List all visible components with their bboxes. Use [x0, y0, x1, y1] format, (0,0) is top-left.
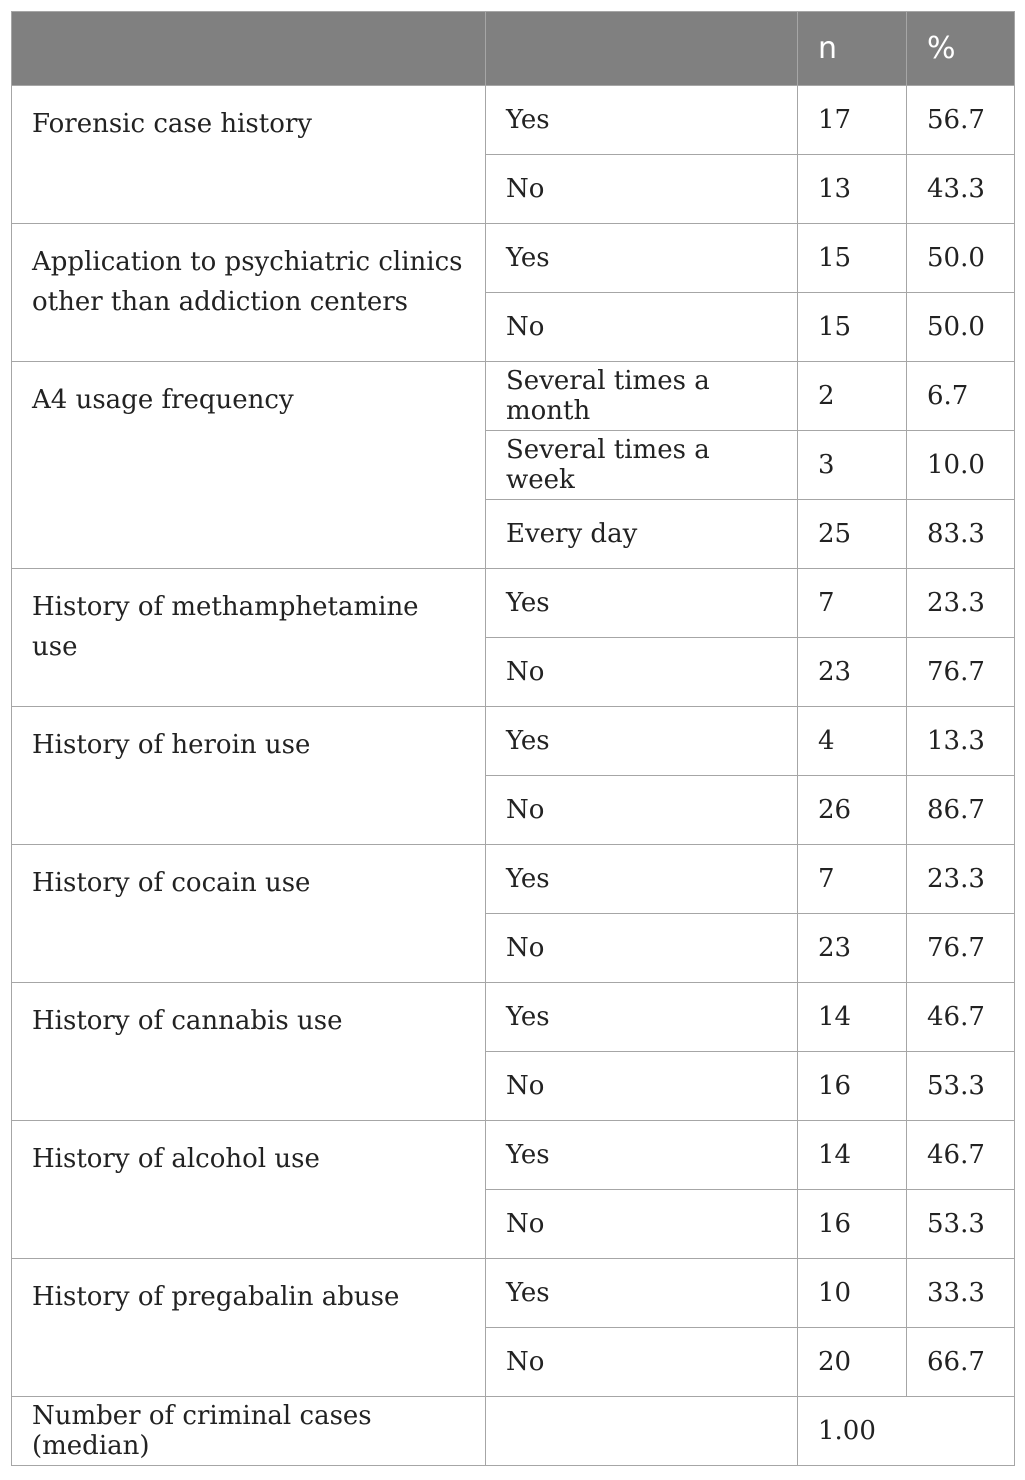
- n-cell: 14: [798, 983, 907, 1052]
- option-cell: No: [486, 914, 798, 983]
- header-cell-n: n: [798, 12, 907, 86]
- table-header: [12, 12, 1015, 86]
- n-cell: 16: [798, 1052, 907, 1121]
- option-cell: Several times a month: [486, 362, 798, 431]
- median-value-cell: 1.00: [798, 1397, 1015, 1466]
- option-cell: Yes: [486, 1259, 798, 1328]
- percent-cell: 50.0: [907, 293, 1015, 362]
- n-cell: 23: [798, 638, 907, 707]
- table-row: [12, 569, 1015, 638]
- table-body: [12, 86, 1015, 1466]
- percent-cell: 10.0: [907, 431, 1015, 500]
- percent-cell: 43.3: [907, 155, 1015, 224]
- option-cell: Yes: [486, 845, 798, 914]
- percent-cell: 86.7: [907, 776, 1015, 845]
- percent-cell: 56.7: [907, 86, 1015, 155]
- percent-cell: 23.3: [907, 845, 1015, 914]
- option-cell: Every day: [486, 500, 798, 569]
- table-row: [12, 845, 1015, 914]
- option-cell: No: [486, 638, 798, 707]
- option-cell: Yes: [486, 983, 798, 1052]
- n-cell: 20: [798, 1328, 907, 1397]
- percent-cell: 6.7: [907, 362, 1015, 431]
- header-cell-percent: %: [907, 12, 1015, 86]
- table-row: [12, 86, 1015, 155]
- table-row: [12, 983, 1015, 1052]
- percent-cell: 76.7: [907, 914, 1015, 983]
- percent-cell: 46.7: [907, 1121, 1015, 1190]
- n-cell: 13: [798, 155, 907, 224]
- table-container: [11, 11, 1015, 1466]
- category-cell: History of methamphetamine use: [12, 569, 486, 707]
- option-cell: Yes: [486, 86, 798, 155]
- table-row: [12, 362, 1015, 431]
- n-cell: 25: [798, 500, 907, 569]
- percent-cell: 66.7: [907, 1328, 1015, 1397]
- option-cell: Several times a week: [486, 431, 798, 500]
- option-cell: Yes: [486, 224, 798, 293]
- n-cell: 14: [798, 1121, 907, 1190]
- option-cell: No: [486, 776, 798, 845]
- n-cell: 2: [798, 362, 907, 431]
- percent-cell: 83.3: [907, 500, 1015, 569]
- percent-cell: 23.3: [907, 569, 1015, 638]
- median-empty-cell: [486, 1397, 798, 1466]
- option-cell: No: [486, 155, 798, 224]
- table-row: [12, 1121, 1015, 1190]
- n-cell: 16: [798, 1190, 907, 1259]
- percent-cell: 53.3: [907, 1190, 1015, 1259]
- option-cell: Yes: [486, 569, 798, 638]
- n-cell: 17: [798, 86, 907, 155]
- n-cell: 3: [798, 431, 907, 500]
- option-cell: No: [486, 1190, 798, 1259]
- header-row: [12, 12, 1015, 86]
- option-cell: Yes: [486, 707, 798, 776]
- n-cell: 15: [798, 224, 907, 293]
- category-cell: A4 usage frequency: [12, 362, 486, 569]
- n-cell: 7: [798, 845, 907, 914]
- data-table: [11, 11, 1015, 1466]
- percent-cell: 33.3: [907, 1259, 1015, 1328]
- table-row: [12, 1259, 1015, 1328]
- n-cell: 7: [798, 569, 907, 638]
- header-cell-option: [486, 12, 798, 86]
- percent-cell: 76.7: [907, 638, 1015, 707]
- n-cell: 4: [798, 707, 907, 776]
- n-cell: 23: [798, 914, 907, 983]
- table-row: [12, 224, 1015, 293]
- n-cell: 26: [798, 776, 907, 845]
- median-row: [12, 1397, 1015, 1466]
- n-cell: 15: [798, 293, 907, 362]
- option-cell: No: [486, 1328, 798, 1397]
- category-cell: History of heroin use: [12, 707, 486, 845]
- percent-cell: 50.0: [907, 224, 1015, 293]
- percent-cell: 13.3: [907, 707, 1015, 776]
- category-cell: History of cocain use: [12, 845, 486, 983]
- n-cell: 10: [798, 1259, 907, 1328]
- header-cell-category: [12, 12, 486, 86]
- median-label-cell: Number of criminal cases (median): [12, 1397, 486, 1466]
- percent-cell: 53.3: [907, 1052, 1015, 1121]
- category-cell: Application to psychiatric clinics other than addiction centers: [12, 224, 486, 362]
- table-row: [12, 707, 1015, 776]
- category-cell: Forensic case history: [12, 86, 486, 224]
- option-cell: Yes: [486, 1121, 798, 1190]
- percent-cell: 46.7: [907, 983, 1015, 1052]
- category-cell: History of alcohol use: [12, 1121, 486, 1259]
- category-cell: History of cannabis use: [12, 983, 486, 1121]
- option-cell: No: [486, 1052, 798, 1121]
- option-cell: No: [486, 293, 798, 362]
- category-cell: History of pregabalin abuse: [12, 1259, 486, 1397]
